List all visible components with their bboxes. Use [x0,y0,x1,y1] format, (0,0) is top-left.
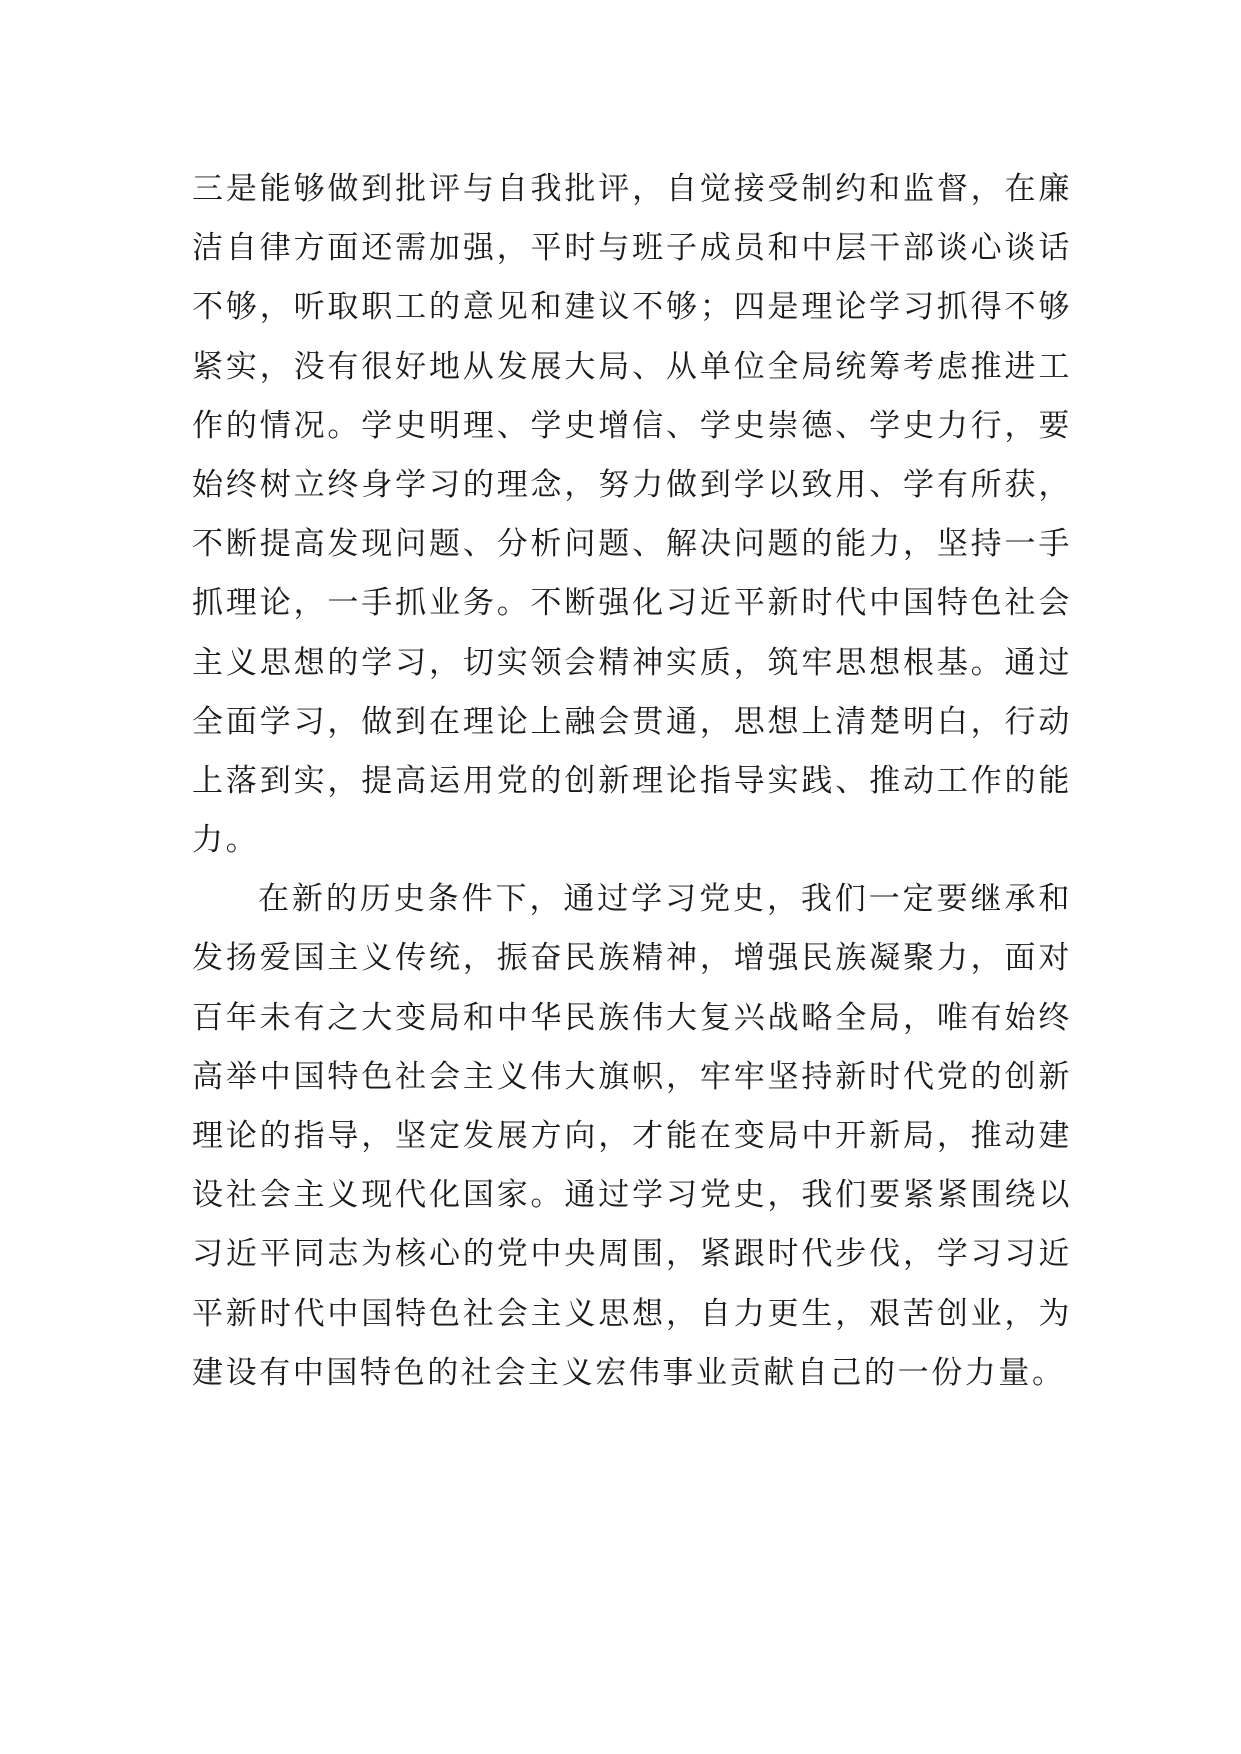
paragraph-line: 习近平同志为核心的党中央周围，紧跟时代步伐，学习习近 [192,1236,1072,1273]
paragraph-line: 主义思想的学习，切实领会精神实质，筑牢思想根基。通过 [192,644,1072,681]
paragraph-line: 在新的历史条件下，通过学习党史，我们一定要继承和 [258,881,1072,918]
paragraph-line: 建设有中国特色的社会主义宏伟事业贡献自己的一份力量。 [192,1354,1066,1391]
paragraph-line: 不够，听取职工的意见和建议不够；四是理论学习抓得不够 [192,289,1072,326]
paragraph-line: 发扬爱国主义传统，振奋民族精神，增强民族凝聚力，面对 [192,940,1072,977]
paragraph-line: 力。 [192,822,260,859]
paragraph-2 [192,870,1072,1403]
paragraph-line: 全面学习，做到在理论上融会贯通，思想上清楚明白，行动 [192,703,1072,740]
paragraph-line: 抓理论，一手抓业务。不断强化习近平新时代中国特色社会 [192,585,1072,622]
paragraph-line: 始终树立终身学习的理念，努力做到学以致用、学有所获， [192,466,1072,503]
paragraph-line: 设社会主义现代化国家。通过学习党史，我们要紧紧围绕以 [192,1177,1072,1214]
document-body [192,160,1072,1403]
paragraph-line: 平新时代中国特色社会主义思想，自力更生，艰苦创业，为 [192,1295,1072,1332]
paragraph-line: 三是能够做到批评与自我批评，自觉接受制约和监督，在廉 [192,171,1072,207]
paragraph-1 [192,160,1072,870]
paragraph-line: 高举中国特色社会主义伟大旗帜，牢牢坚持新时代党的创新 [192,1058,1072,1095]
paragraph-line: 不断提高发现问题、分析问题、解决问题的能力，坚持一手 [192,526,1072,563]
paragraph-line: 理论的指导，坚定发展方向，才能在变局中开新局，推动建 [192,1118,1072,1154]
paragraph-line: 洁自律方面还需加强，平时与班子成员和中层干部谈心谈话 [192,230,1072,267]
paragraph-line: 百年未有之大变局和中华民族伟大复兴战略全局，唯有始终 [192,999,1072,1036]
paragraph-line: 上落到实，提高运用党的创新理论指导实践、推动工作的能 [192,762,1072,799]
paragraph-line: 作的情况。学史明理、学史增信、学史崇德、学史力行，要 [192,407,1072,444]
paragraph-line: 紧实，没有很好地从发展大局、从单位全局统筹考虑推进工 [192,348,1072,385]
